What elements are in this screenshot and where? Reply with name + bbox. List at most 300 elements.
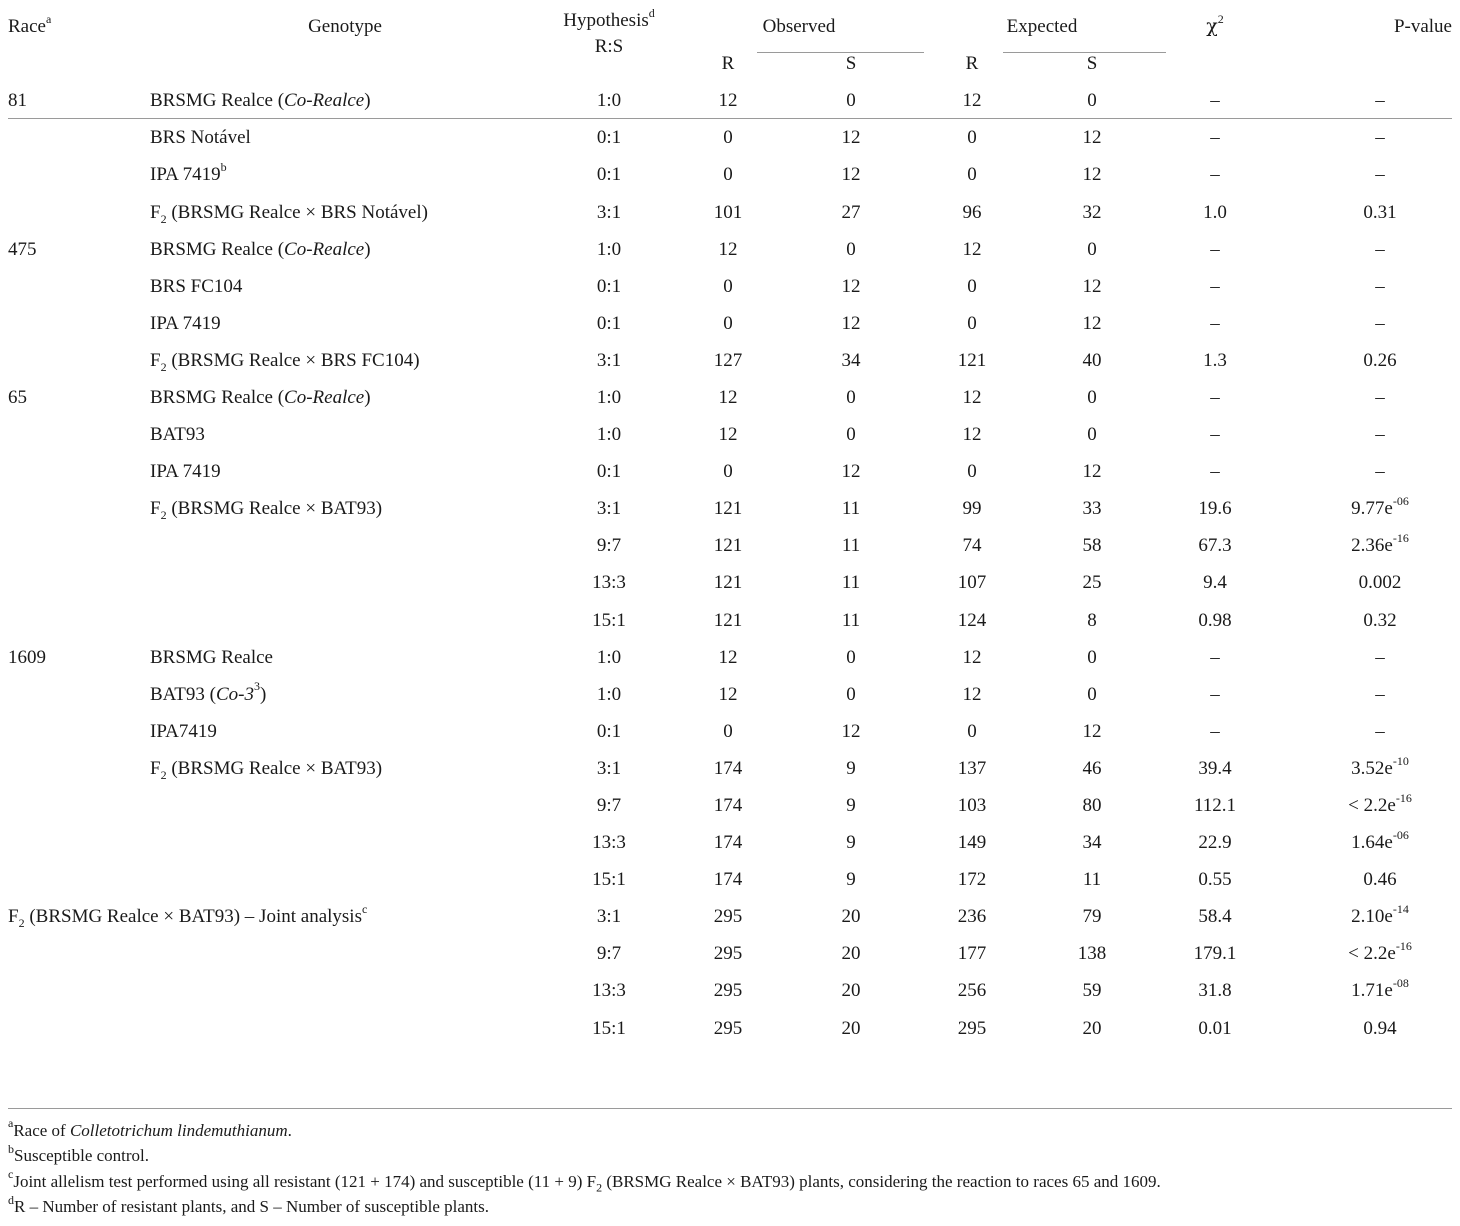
- cell-genotype: [148, 564, 542, 601]
- cell-expected-s: [1022, 342, 1162, 379]
- cell-genotype: [148, 787, 542, 824]
- cell-expected-r: [922, 676, 1022, 713]
- cell-expected-r: [922, 713, 1022, 750]
- cell-hypothesis-value: 13:3: [592, 832, 626, 854]
- cell-observed-s: [780, 824, 922, 861]
- cell-pvalue: [1268, 156, 1452, 193]
- cell-expected-s: [1022, 602, 1162, 639]
- col-header-expected-r: R: [965, 53, 979, 75]
- cell-hypothesis: [542, 193, 676, 230]
- cell-observed-s: [780, 305, 922, 342]
- cell-chi-square-value: 19.6: [1198, 498, 1232, 520]
- gene-name: Co-3: [215, 683, 254, 705]
- cell-race: [0, 193, 148, 230]
- cell-observed-r-value: 174: [713, 869, 743, 891]
- footnote-c: $^c$Joint allelism test performed using all resistant (121 + 174) and susceptible (11 + 9) $F_2$ (BRSMG Realce × BAT93) plants, considering the reaction to races 65 and 1609.: [8, 1167, 1161, 1195]
- race-value: 475: [8, 238, 37, 260]
- cell-observed-r: [676, 935, 780, 972]
- cell-expected-s-value: 0: [1087, 646, 1097, 668]
- cell-expected-s-value: 0: [1087, 386, 1097, 408]
- cell-expected-s: [1022, 119, 1162, 156]
- cell-expected-s-value: 20: [1082, 1017, 1102, 1039]
- cell-race: [0, 935, 148, 972]
- cell-expected-r: [922, 490, 1022, 527]
- cell-chi-square-value: 58.4: [1198, 906, 1232, 928]
- cell-expected-s: [1022, 193, 1162, 230]
- cell-expected-s: [1022, 861, 1162, 898]
- footnotes: [8, 1118, 1161, 1220]
- cell-pvalue: [1268, 824, 1452, 861]
- pvalue-value: 0.94: [1363, 1017, 1397, 1039]
- cell-hypothesis-value: 1:0: [596, 683, 622, 705]
- cell-observed-s-value: 11: [841, 535, 861, 557]
- pvalue-exponent: -16: [1395, 939, 1412, 954]
- cell-expected-r: [922, 1010, 1022, 1047]
- cell-observed-s-value: 9: [846, 869, 856, 891]
- cell-hypothesis: [542, 82, 676, 119]
- cell-expected-s-value: 0: [1087, 424, 1097, 446]
- cell-pvalue: [1268, 193, 1452, 230]
- cell-expected-s: [1022, 787, 1162, 824]
- footnote-marker: b: [220, 160, 227, 175]
- cell-observed-r: [676, 268, 780, 305]
- pvalue-value: 2.36e: [1351, 535, 1393, 557]
- cell-expected-r: [922, 156, 1022, 193]
- cell-chi-square-value: –: [1210, 720, 1220, 742]
- cell-expected-r-value: 12: [962, 90, 982, 112]
- cell-hypothesis: [542, 231, 676, 268]
- cell-chi-square-value: –: [1210, 90, 1220, 112]
- cell-chi-square-value: 112.1: [1193, 795, 1237, 817]
- genotype-text: BRSMG Realce (: [150, 90, 285, 112]
- cell-genotype: [148, 935, 542, 972]
- cell-observed-r: [676, 342, 780, 379]
- cell-hypothesis: [542, 119, 676, 156]
- pvalue-exponent: -08: [1392, 976, 1409, 991]
- genotype-text: (BRSMG Realce × BAT93) – Joint analysis: [24, 906, 362, 928]
- cell-chi-square-value: 67.3: [1198, 535, 1232, 557]
- table-row: [0, 861, 1452, 898]
- genotype-text: (BRSMG Realce × BRS FC104): [166, 349, 420, 371]
- cell-pvalue: [1268, 1010, 1452, 1047]
- cell-hypothesis-value: 0:1: [596, 127, 622, 149]
- cell-expected-s-value: 138: [1077, 943, 1107, 965]
- cell-pvalue: [1268, 639, 1452, 676]
- cell-pvalue: [1268, 713, 1452, 750]
- cell-expected-r-value: 295: [957, 1017, 987, 1039]
- cell-observed-r-value: 0: [723, 720, 733, 742]
- table-body: [0, 82, 1452, 1046]
- cell-hypothesis: [542, 527, 676, 564]
- genotype-text: BAT93 (: [150, 683, 216, 705]
- genotype-text: BRSMG Realce (: [150, 386, 285, 408]
- cell-expected-s: [1022, 453, 1162, 490]
- cell-race: [0, 490, 148, 527]
- cell-expected-r-value: 12: [962, 646, 982, 668]
- col-header-observed: Observed: [762, 16, 836, 38]
- cell-chi-square-value: 31.8: [1198, 980, 1232, 1002]
- cell-chi-square-value: 9.4: [1203, 572, 1227, 594]
- table-row: [0, 898, 1452, 935]
- cell-genotype: [148, 193, 542, 230]
- cell-genotype: [148, 824, 542, 861]
- cell-chi-square: [1162, 82, 1268, 119]
- cell-observed-s: [780, 861, 922, 898]
- pvalue-value: 0.46: [1363, 869, 1397, 891]
- cell-race: [0, 750, 148, 787]
- cell-expected-r: [922, 119, 1022, 156]
- genotype-text: BRS FC104: [150, 275, 243, 297]
- cell-expected-s-value: 79: [1082, 906, 1102, 928]
- cell-expected-r: [922, 602, 1022, 639]
- cell-observed-s: [780, 268, 922, 305]
- cell-hypothesis: [542, 416, 676, 453]
- pvalue-exponent: -16: [1392, 531, 1409, 546]
- pvalue-value: –: [1375, 238, 1385, 260]
- cell-chi-square: [1162, 676, 1268, 713]
- genotype-text: ): [364, 386, 371, 408]
- cell-observed-r-value: 12: [718, 683, 738, 705]
- pvalue-exponent: -10: [1392, 753, 1409, 768]
- cell-expected-s: [1022, 1010, 1162, 1047]
- cell-observed-r: [676, 972, 780, 1009]
- cell-observed-s: [780, 564, 922, 601]
- genotype-subscript: 2: [160, 508, 167, 523]
- cell-race: [0, 119, 148, 156]
- cell-expected-r: [922, 972, 1022, 1009]
- cell-expected-r-value: 0: [967, 312, 977, 334]
- pvalue-value: < 2.2e: [1348, 943, 1396, 965]
- cell-observed-r-value: 0: [723, 164, 733, 186]
- genotype-text: BRSMG Realce (: [150, 238, 285, 260]
- cell-pvalue: [1268, 231, 1452, 268]
- cell-expected-s: [1022, 564, 1162, 601]
- cell-observed-s: [780, 602, 922, 639]
- pvalue-exponent: -16: [1395, 790, 1412, 805]
- cell-observed-r-value: 0: [723, 127, 733, 149]
- cell-expected-r-value: 12: [962, 238, 982, 260]
- cell-expected-r-value: 121: [957, 349, 987, 371]
- cell-genotype: [148, 268, 542, 305]
- cell-hypothesis-value: 9:7: [596, 795, 622, 817]
- table-row: [0, 564, 1452, 601]
- cell-expected-s-value: 32: [1082, 201, 1102, 223]
- cell-race: [0, 453, 148, 490]
- genotype-subscript: 2: [160, 767, 167, 782]
- cell-expected-r-value: 0: [967, 720, 977, 742]
- cell-expected-s-value: 59: [1082, 980, 1102, 1002]
- footnote-b: $^b$Susceptible control.: [8, 1141, 150, 1166]
- cell-observed-s: [780, 639, 922, 676]
- cell-chi-square: [1162, 305, 1268, 342]
- cell-chi-square-value: 0.01: [1198, 1017, 1232, 1039]
- cell-observed-s-value: 34: [841, 349, 861, 371]
- table-row: [0, 305, 1452, 342]
- cell-observed-r: [676, 231, 780, 268]
- cell-observed-r: [676, 490, 780, 527]
- cell-hypothesis-value: 1:0: [596, 646, 622, 668]
- cell-expected-s-value: 25: [1082, 572, 1102, 594]
- cell-expected-s-value: 8: [1087, 609, 1097, 631]
- cell-observed-s-value: 12: [841, 312, 861, 334]
- cell-observed-r: [676, 676, 780, 713]
- cell-expected-s: [1022, 824, 1162, 861]
- cell-expected-s-value: 12: [1082, 164, 1102, 186]
- cell-expected-r: [922, 935, 1022, 972]
- cell-race: [0, 305, 148, 342]
- cell-observed-r-value: 295: [713, 943, 743, 965]
- cell-expected-r: [922, 787, 1022, 824]
- genotype-text: F: [150, 498, 161, 520]
- cell-expected-r-value: 74: [962, 535, 982, 557]
- cell-observed-r-value: 174: [713, 757, 743, 779]
- cell-hypothesis-value: 0:1: [596, 461, 622, 483]
- cell-genotype: [148, 639, 542, 676]
- genotype-text: BAT93: [150, 424, 205, 446]
- cell-observed-s: [780, 193, 922, 230]
- cell-race: [0, 231, 148, 268]
- cell-expected-s: [1022, 935, 1162, 972]
- col-header-expected: Expected: [1006, 16, 1078, 38]
- cell-expected-s: [1022, 231, 1162, 268]
- genotype-text: ): [364, 238, 371, 260]
- cell-expected-r: [922, 305, 1022, 342]
- cell-hypothesis: [542, 639, 676, 676]
- cell-expected-r-value: 256: [957, 980, 987, 1002]
- cell-chi-square-value: 0.98: [1198, 609, 1232, 631]
- cell-hypothesis: [542, 787, 676, 824]
- genotype-text: ): [259, 683, 267, 705]
- cell-genotype: [148, 750, 542, 787]
- table-row: [0, 713, 1452, 750]
- cell-observed-r-value: 12: [718, 386, 738, 408]
- cell-observed-s: [780, 972, 922, 1009]
- cell-expected-r: [922, 416, 1022, 453]
- race-value: 81: [8, 90, 27, 112]
- cell-race: [0, 713, 148, 750]
- cell-observed-r: [676, 639, 780, 676]
- genotype-text: ): [364, 90, 371, 112]
- cell-genotype: [148, 490, 542, 527]
- cell-chi-square-value: 39.4: [1198, 757, 1232, 779]
- cell-hypothesis-value: 9:7: [596, 535, 622, 557]
- pvalue-value: 3.52e: [1351, 757, 1393, 779]
- cell-expected-s: [1022, 898, 1162, 935]
- cell-race: [0, 82, 148, 119]
- cell-race: [0, 268, 148, 305]
- genotype-text: (BRSMG Realce × BAT93): [166, 757, 383, 779]
- cell-genotype: [148, 416, 542, 453]
- cell-expected-s: [1022, 750, 1162, 787]
- genotype-text: IPA 7419: [150, 461, 221, 483]
- cell-race: [0, 602, 148, 639]
- cell-observed-r-value: 121: [713, 535, 743, 557]
- cell-pvalue: [1268, 490, 1452, 527]
- cell-observed-s-value: 9: [846, 832, 856, 854]
- cell-expected-s-value: 58: [1082, 535, 1102, 557]
- table-row: [0, 490, 1452, 527]
- cell-observed-s-value: 12: [841, 461, 861, 483]
- pvalue-value: –: [1375, 424, 1385, 446]
- cell-pvalue: [1268, 342, 1452, 379]
- cell-observed-s: [780, 453, 922, 490]
- cell-observed-r-value: 121: [713, 609, 743, 631]
- pvalue-value: –: [1375, 164, 1385, 186]
- cell-observed-r: [676, 379, 780, 416]
- cell-observed-s-value: 11: [841, 498, 861, 520]
- table-row: [0, 639, 1452, 676]
- cell-expected-s: [1022, 379, 1162, 416]
- cell-expected-s-value: 46: [1082, 757, 1102, 779]
- cell-observed-r: [676, 453, 780, 490]
- pvalue-exponent: -14: [1392, 901, 1409, 916]
- pvalue-value: < 2.2e: [1348, 795, 1396, 817]
- cell-observed-r: [676, 1010, 780, 1047]
- table-bottom-rule: [8, 1108, 1452, 1109]
- cell-observed-s-value: 0: [846, 386, 856, 408]
- cell-hypothesis: [542, 490, 676, 527]
- cell-observed-s: [780, 490, 922, 527]
- cell-observed-r-value: 12: [718, 238, 738, 260]
- col-header-observed-s: S: [845, 53, 857, 75]
- cell-chi-square: [1162, 231, 1268, 268]
- cell-expected-r: [922, 231, 1022, 268]
- genotype-text: BRS Notável: [150, 127, 251, 149]
- footnote-d: $^d$R – Number of resistant plants, and S – Number of susceptible plants.: [8, 1192, 489, 1217]
- table-row: [0, 527, 1452, 564]
- table-row: [0, 750, 1452, 787]
- cell-observed-r: [676, 305, 780, 342]
- pvalue-value: 1.64e: [1351, 832, 1393, 854]
- pvalue-value: –: [1375, 461, 1385, 483]
- cell-expected-r: [922, 824, 1022, 861]
- cell-hypothesis-value: 0:1: [596, 275, 622, 297]
- cell-observed-r-value: 12: [718, 646, 738, 668]
- cell-genotype: [148, 305, 542, 342]
- cell-expected-s: [1022, 268, 1162, 305]
- cell-chi-square: [1162, 1010, 1268, 1047]
- cell-observed-s: [780, 898, 922, 935]
- cell-observed-r-value: 127: [713, 349, 743, 371]
- cell-chi-square-value: 1.3: [1203, 349, 1227, 371]
- cell-expected-s-value: 12: [1082, 127, 1102, 149]
- cell-observed-s: [780, 527, 922, 564]
- cell-observed-s-value: 12: [841, 720, 861, 742]
- cell-observed-s: [780, 750, 922, 787]
- cell-expected-s: [1022, 972, 1162, 1009]
- cell-hypothesis: [542, 1010, 676, 1047]
- cell-hypothesis-value: 3:1: [596, 498, 622, 520]
- table-row: [0, 787, 1452, 824]
- cell-race: [0, 676, 148, 713]
- pvalue-value: –: [1375, 312, 1385, 334]
- pvalue-value: 9.77e: [1351, 498, 1393, 520]
- cell-observed-s-value: 12: [841, 127, 861, 149]
- cell-expected-s-value: 80: [1082, 795, 1102, 817]
- cell-pvalue: [1268, 379, 1452, 416]
- cell-hypothesis-value: 15:1: [592, 1017, 626, 1039]
- cell-expected-r-value: 149: [957, 832, 987, 854]
- cell-observed-s-value: 12: [841, 275, 861, 297]
- cell-expected-r-value: 0: [967, 275, 977, 297]
- cell-race: [0, 972, 148, 1009]
- genotype-text: F: [150, 349, 161, 371]
- cell-observed-s: [780, 676, 922, 713]
- cell-hypothesis-value: 1:0: [596, 386, 622, 408]
- gene-name: Co-Realce: [284, 238, 365, 260]
- cell-expected-r-value: 107: [957, 572, 987, 594]
- cell-expected-r: [922, 82, 1022, 119]
- cell-race: [0, 824, 148, 861]
- cell-observed-r: [676, 156, 780, 193]
- cell-chi-square-value: –: [1210, 424, 1220, 446]
- cell-observed-r: [676, 193, 780, 230]
- genotype-text: (BRSMG Realce × BAT93): [166, 498, 383, 520]
- race-value: 65: [8, 386, 27, 408]
- cell-hypothesis: [542, 676, 676, 713]
- genotype-text: F: [150, 201, 161, 223]
- cell-pvalue: [1268, 453, 1452, 490]
- cell-joint-genotype: [0, 898, 542, 935]
- cell-pvalue: [1268, 861, 1452, 898]
- cell-expected-r: [922, 379, 1022, 416]
- cell-race: [0, 416, 148, 453]
- table-row: [0, 119, 1452, 156]
- cell-genotype: [148, 453, 542, 490]
- cell-chi-square: [1162, 119, 1268, 156]
- cell-observed-r-value: 0: [723, 461, 733, 483]
- gene-name: Co-Realce: [284, 90, 365, 112]
- cell-observed-s: [780, 787, 922, 824]
- cell-expected-r: [922, 342, 1022, 379]
- cell-observed-s-value: 0: [846, 646, 856, 668]
- table-row: [0, 156, 1452, 193]
- genotype-text: IPA 7419: [150, 164, 221, 186]
- gene-name: Co-Realce: [284, 386, 365, 408]
- cell-expected-s-value: 12: [1082, 312, 1102, 334]
- cell-genotype: [148, 82, 542, 119]
- cell-observed-s-value: 9: [846, 757, 856, 779]
- pvalue-value: –: [1375, 275, 1385, 297]
- cell-observed-r: [676, 824, 780, 861]
- cell-pvalue: [1268, 416, 1452, 453]
- cell-expected-s: [1022, 305, 1162, 342]
- cell-observed-r: [676, 416, 780, 453]
- cell-hypothesis: [542, 342, 676, 379]
- cell-expected-r: [922, 639, 1022, 676]
- cell-hypothesis-value: 13:3: [592, 980, 626, 1002]
- cell-observed-r: [676, 787, 780, 824]
- cell-hypothesis-value: 1:0: [596, 90, 622, 112]
- col-header-genotype: Genotype: [308, 16, 382, 37]
- cell-expected-r-value: 12: [962, 386, 982, 408]
- cell-observed-s-value: 0: [846, 683, 856, 705]
- table-row: [0, 824, 1452, 861]
- cell-pvalue: [1268, 82, 1452, 119]
- table-row: [0, 1010, 1452, 1047]
- cell-hypothesis-value: 13:3: [592, 572, 626, 594]
- genotype-text: BRSMG Realce: [150, 646, 273, 668]
- cell-observed-r-value: 295: [713, 980, 743, 1002]
- cell-chi-square: [1162, 193, 1268, 230]
- cell-chi-square-value: –: [1210, 127, 1220, 149]
- cell-observed-s-value: 0: [846, 424, 856, 446]
- cell-observed-r-value: 295: [713, 906, 743, 928]
- cell-hypothesis-value: 0:1: [596, 312, 622, 334]
- cell-genotype: [148, 972, 542, 1009]
- cell-hypothesis-value: 3:1: [596, 906, 622, 928]
- cell-expected-s-value: 33: [1082, 498, 1102, 520]
